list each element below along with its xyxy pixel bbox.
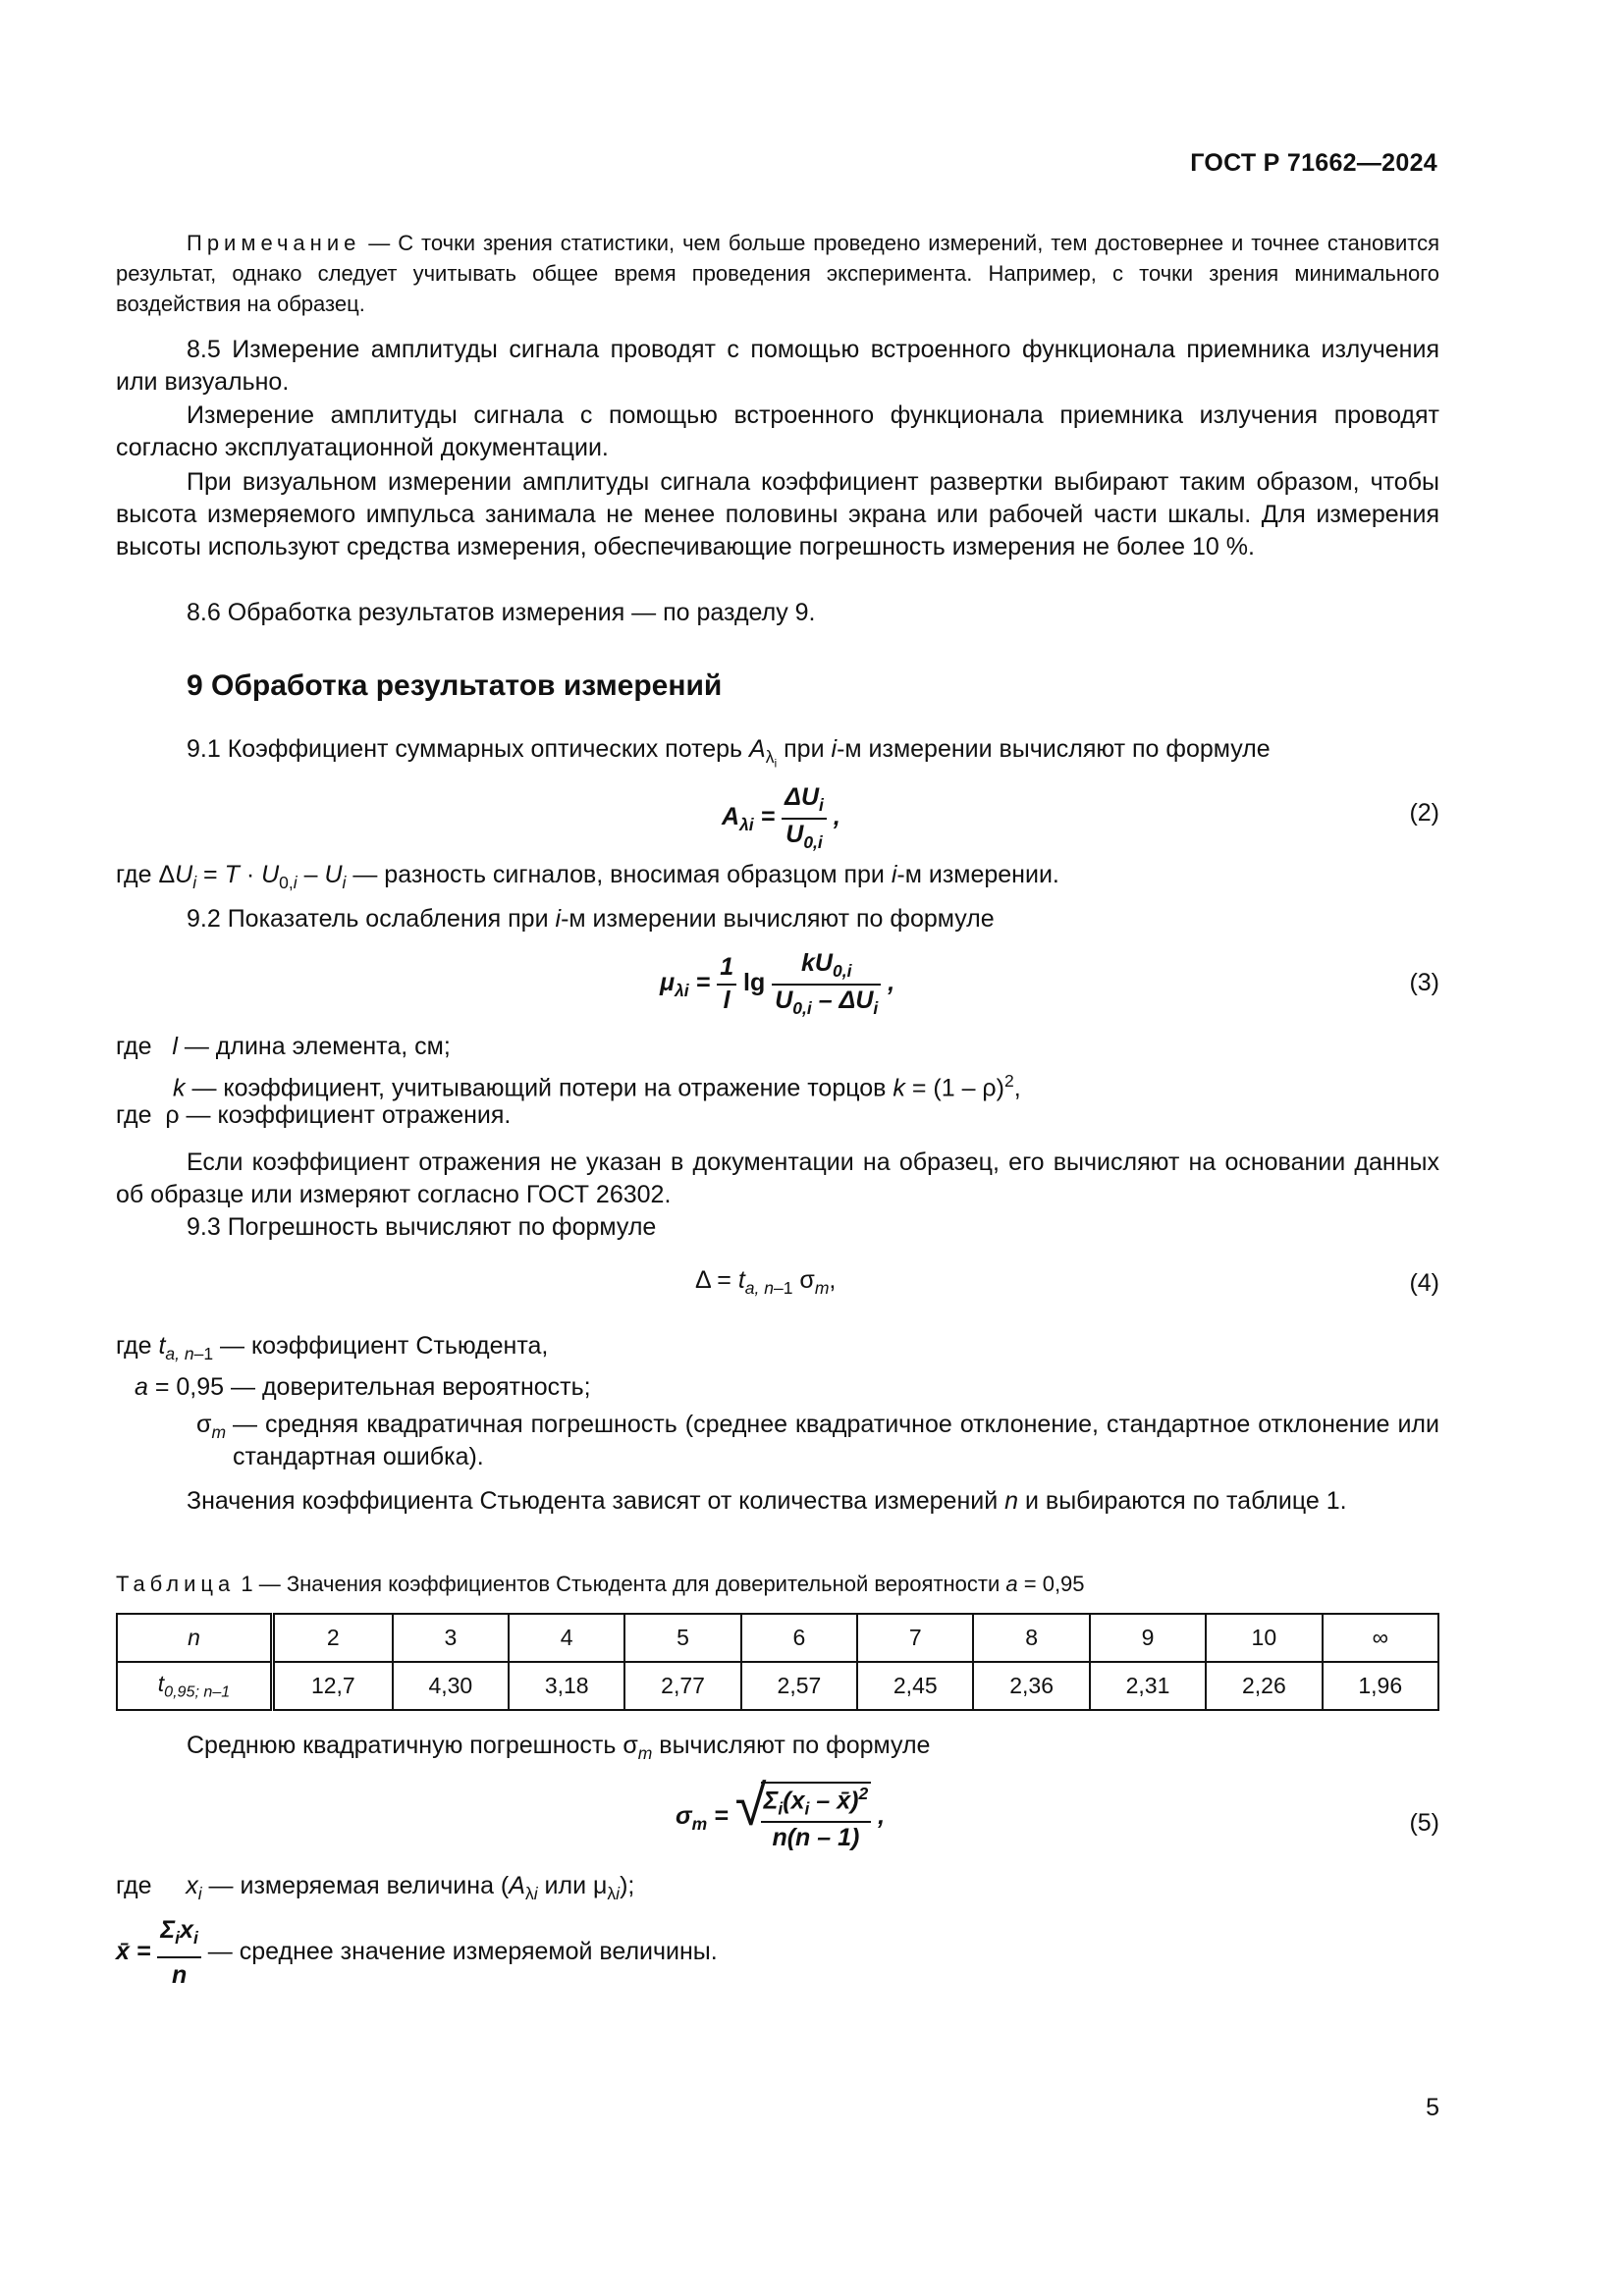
table-cell: 7 xyxy=(857,1614,973,1662)
page-number: 5 xyxy=(1426,2094,1439,2121)
equation-5-number: (5) xyxy=(1409,1809,1439,1837)
mean-formula: x̄ = $\frac{\Sigma_ix_i}{n}$ — среднее значение измеряемой величины. xyxy=(116,1916,718,1989)
where-eq5-x: где $x_i$ — измеряемая величина ($A_{\lambda i}$ или $\mu_{\lambda i}$); xyxy=(116,1872,635,1903)
paragraph-9-1: 9.1 Коэффициент суммарных оптических потерь $A_{\lambda_i}$ при i-м измерении вычисляют по формуле xyxy=(187,735,1271,771)
table-cell: 4 xyxy=(509,1614,624,1662)
where-eq2: где $\Delta U_i = T \cdot U_{0,i} - U_i$ — разность сигналов, вносимая образцом при i-м измерении. xyxy=(116,861,1059,892)
table-cell: 8 xyxy=(973,1614,1089,1662)
table-cell: 1,96 xyxy=(1323,1662,1438,1710)
table-cell: 12,7 xyxy=(273,1662,393,1710)
where-eq4-a: a = 0,95 — доверительная вероятность; xyxy=(135,1373,591,1401)
table-cell: 4,30 xyxy=(393,1662,509,1710)
equation-4-number: (4) xyxy=(1409,1269,1439,1297)
paragraph-8-5: 8.5 Измерение амплитуды сигнала проводят с помощью встроенного функционала приемника излучения или визуально. xyxy=(116,336,1439,396)
table-cell: 9 xyxy=(1090,1614,1206,1662)
note-label: Примечание xyxy=(187,231,361,255)
section-9-title: 9 Обработка результатов измерений xyxy=(187,669,723,702)
where-eq3-k: k — коэффициент, учитывающий потери на отражение торцов k = (1 – ρ)$^2$, xyxy=(173,1071,1021,1102)
paragraph-8-5-c: При визуальном измерении амплитуды сигнала коэффициент развертки выбирают таким образом, чтобы высота измеряемого импульса занимала не менее половины экрана или рабочей части шкалы. Для измерения высоты используют средства измерения, обеспечивающие погрешность измерения не более 10 %. xyxy=(116,468,1439,561)
table-caption: Таблица 1 — Значения коэффициентов Стьюдента для доверительной вероятности a = 0,95 xyxy=(116,1572,1085,1596)
table-cell: ∞ xyxy=(1323,1614,1438,1662)
table-header-t: $t_{0,95; n-1}$ xyxy=(117,1662,273,1710)
table-cell: 10 xyxy=(1206,1614,1322,1662)
note-text: — С точки зрения статистики, чем больше проведено измерений, тем достовернее и точнее становится результат, однако следует учитывать общее время проведения эксперимента. Например, с точки зрения минимального воздействия на образец. xyxy=(116,231,1439,316)
table-row xyxy=(117,1614,1438,1662)
table-cell: 3 xyxy=(393,1614,509,1662)
table-cell: 6 xyxy=(741,1614,857,1662)
table-cell: 2,45 xyxy=(857,1662,973,1710)
equation-3: $\mu_{\lambda i}$ = $\frac{1}{l}$ lg $\frac{kU_{0,i}}{U_{0,i} - \Delta U_i}$ , xyxy=(660,949,895,1018)
where-eq4-t: где $t_{a, n-1}$ — коэффициент Стьюдента, xyxy=(116,1332,549,1363)
paragraph-9-3: 9.3 Погрешность вычисляют по формуле xyxy=(187,1213,657,1241)
where-eq4-sigma: $\sigma_m$ — средняя квадратичная погрешность (среднее квадратичное отклонение, стандартное отклонение или стандартная ошибка). xyxy=(196,1411,1439,1470)
where-eq3-l: где l — длина элемента, см; xyxy=(116,1033,451,1060)
where-eq3-rho: где ρ — коэффициент отражения. xyxy=(116,1101,512,1129)
table-row xyxy=(117,1662,1438,1710)
table-cell: 2,36 xyxy=(973,1662,1089,1710)
table-cell: 2 xyxy=(273,1614,393,1662)
table-cell: 3,18 xyxy=(509,1662,624,1710)
student-table xyxy=(116,1613,1439,1711)
table-cell: 2,31 xyxy=(1090,1662,1206,1710)
table-cell: 2,57 xyxy=(741,1662,857,1710)
table-cell: 2,26 xyxy=(1206,1662,1322,1710)
paragraph-8-5-b: Измерение амплитуды сигнала с помощью встроенного функционала приемника излучения проводят согласно эксплуатационной документации. xyxy=(116,401,1439,461)
equation-2-number: (2) xyxy=(1409,799,1439,827)
table-cell: 2,77 xyxy=(624,1662,740,1710)
table-cell: 5 xyxy=(624,1614,740,1662)
equation-2: $A_{\lambda i}$ = $\frac{\Delta U_i}{U_{0,i}}$ , xyxy=(722,783,840,852)
paragraph-student: Значения коэффициента Стьюдента зависят от количества измерений n и выбираются по таблице 1. xyxy=(187,1487,1347,1515)
table-header-n: n xyxy=(117,1614,273,1662)
equation-3-number: (3) xyxy=(1409,969,1439,996)
paragraph-reflection: Если коэффициент отражения не указан в документации на образец, его вычисляют на основании данных об образце или измеряют согласно ГОСТ 26302. xyxy=(116,1148,1439,1208)
paragraph-9-2: 9.2 Показатель ослабления при i-м измерении вычисляют по формуле xyxy=(187,905,995,933)
document-header: ГОСТ Р 71662—2024 xyxy=(1190,149,1437,177)
paragraph-sigma: Среднюю квадратичную погрешность $\sigma_m$ вычисляют по формуле xyxy=(187,1732,931,1763)
equation-4: $\Delta = t_{a, n-1}$ $\sigma_m$, xyxy=(695,1266,837,1298)
paragraph-8-6: 8.6 Обработка результатов измерения — по разделу 9. xyxy=(187,599,816,626)
equation-5: $\sigma_m$ = √ $\frac{\Sigma_i(x_i - x̄)^2}{n(n - 1)}$ , xyxy=(676,1774,886,1852)
note xyxy=(116,228,1439,319)
